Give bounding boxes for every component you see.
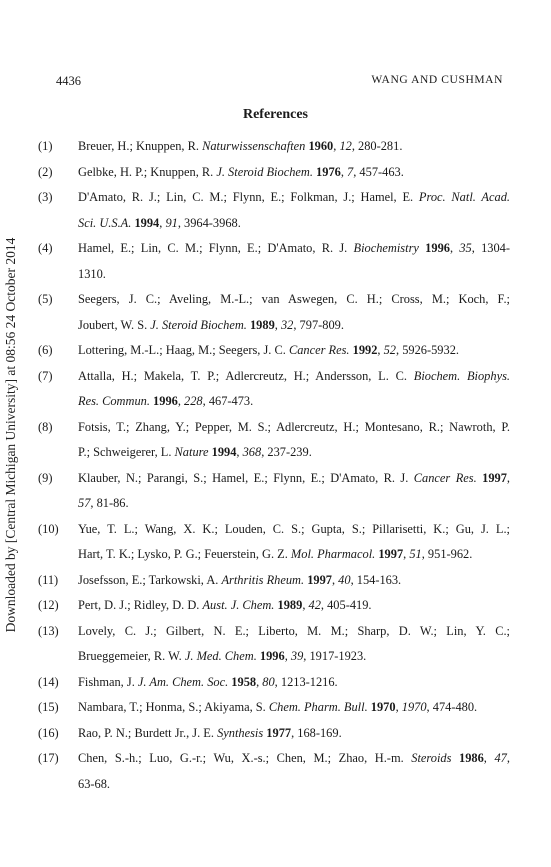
reference-line	[78, 389, 510, 415]
reference-year: 1958	[231, 674, 257, 689]
reference-number: (9)	[38, 470, 53, 485]
reference-italic-text: 32	[280, 317, 294, 332]
reference-segment: Nambara, T.; Honma, S.; Akiyama, S.	[78, 700, 269, 714]
reference-segment: Hart, T. K.; Lysko, P. G.; Feuerstein, G. Z.	[78, 547, 291, 561]
reference-number: (13)	[38, 623, 59, 638]
reference-text	[78, 415, 510, 466]
reference-italic-text: Sci. U.S.A.	[78, 215, 132, 230]
reference-year: 1960	[308, 139, 334, 153]
reference-line	[78, 185, 510, 211]
reference-segment: 63-68.	[78, 776, 111, 791]
reference-item	[38, 670, 510, 696]
reference-segment: Attalla, H.; Makela, T. P.; Adlercreutz, H.; Andersson, L. C.	[78, 368, 414, 383]
reference-segment: Seegers, J. C.; Aveling, M.-L.; van Aswegen, C. H.; Cross, M.; Koch, F.;	[78, 292, 510, 306]
reference-italic-text: 80	[262, 674, 275, 689]
reference-number: (14)	[38, 674, 59, 689]
reference-segment: , 81-86.	[90, 496, 129, 510]
reference-segment: , 5926-5932.	[396, 343, 459, 357]
reference-segment: Brueggemeier, R. W.	[78, 649, 185, 663]
reference-italic-text: Naturwissenschaften	[202, 139, 306, 153]
reference-year: 1986	[459, 751, 484, 765]
running-head: WANG AND CUSHMAN	[371, 74, 503, 86]
reference-italic-text: 368	[242, 445, 262, 459]
reference-number: (12)	[38, 598, 59, 612]
reference-italic-text: Res. Commun.	[78, 394, 150, 408]
reference-text	[78, 670, 510, 696]
reference-segment: , 1917-1923.	[303, 649, 367, 663]
reference-item	[38, 415, 510, 466]
reference-segment: , 1213-1216.	[274, 674, 338, 689]
reference-item	[38, 236, 510, 287]
reference-segment: , 3964-3968.	[177, 215, 241, 230]
reference-italic-text: 1970	[401, 700, 427, 714]
reference-italic-text: Cancer Res.	[288, 343, 350, 357]
reference-segment: ,	[395, 700, 402, 714]
reference-segment: , 154-163.	[350, 572, 402, 587]
reference-segment: ,	[340, 164, 348, 179]
reference-year: 1976	[316, 164, 341, 179]
reference-text	[78, 364, 510, 415]
reference-italic-text: 47	[494, 751, 507, 765]
reference-year: 1989	[277, 598, 303, 612]
reference-item	[38, 185, 510, 236]
reference-italic-text: 40	[338, 572, 351, 587]
reference-text	[78, 134, 510, 160]
reference-line	[78, 619, 510, 645]
reference-italic-text: J. Am. Chem. Soc.	[137, 674, 229, 689]
reference-item	[38, 466, 510, 517]
reference-italic-text: Nature	[174, 445, 209, 459]
reference-segment	[451, 751, 459, 765]
reference-number: (3)	[38, 190, 53, 204]
reference-italic-text: Biochemistry	[353, 241, 419, 255]
reference-line	[78, 364, 510, 390]
reference-text	[78, 185, 510, 236]
reference-line	[78, 568, 510, 594]
reference-segment: , 168-169.	[291, 725, 342, 740]
reference-item	[38, 517, 510, 568]
reference-item	[38, 287, 510, 338]
reference-segment: ,	[449, 241, 460, 255]
reference-text	[78, 160, 510, 186]
reference-segment: , 405-419.	[320, 598, 372, 612]
reference-italic-text: Mol. Pharmacol.	[290, 547, 376, 561]
reference-year: 1997	[307, 572, 332, 587]
reference-line	[78, 695, 510, 721]
reference-number: (17)	[38, 751, 59, 765]
reference-line	[78, 236, 510, 262]
reference-line	[78, 593, 510, 619]
reference-line	[78, 415, 510, 441]
reference-number: (1)	[38, 139, 53, 153]
reference-segment: ,	[177, 394, 185, 408]
reference-segment: , 457-463.	[353, 164, 404, 179]
reference-item	[38, 568, 510, 594]
reference-segment: Fotsis, T.; Zhang, Y.; Pepper, M. S.; Adlercreutz, H.; Montesano, R.; Nawroth, P.	[78, 419, 510, 434]
reference-segment: , 474-480.	[426, 700, 478, 714]
reference-line	[78, 338, 510, 364]
reference-item	[38, 160, 510, 186]
reference-line	[78, 746, 510, 772]
reference-text	[78, 287, 510, 338]
reference-line	[78, 721, 510, 747]
reference-year: 1996	[425, 241, 450, 255]
reference-segment: Breuer, H.; Knuppen, R.	[78, 139, 203, 153]
reference-segment: ,	[403, 547, 410, 561]
reference-italic-text: 7	[347, 164, 354, 179]
reference-text	[78, 619, 510, 670]
reference-item	[38, 746, 510, 797]
reference-italic-text: 228	[184, 394, 203, 408]
reference-italic-text: J. Steroid Biochem.	[150, 317, 247, 332]
reference-text	[78, 593, 510, 619]
reference-segment: ,	[506, 751, 510, 765]
reference-item	[38, 134, 510, 160]
reference-segment: Yue, T. L.; Wang, X. K.; Louden, C. S.; Gupta, S.; Pillarisetti, K.; Gu, J. L.;	[78, 521, 510, 536]
reference-number: (2)	[38, 164, 53, 179]
reference-segment: , 237-239.	[261, 445, 312, 459]
reference-number: (5)	[38, 292, 53, 306]
reference-number: (16)	[38, 725, 59, 740]
reference-italic-text: 91	[165, 215, 178, 230]
reference-line	[78, 542, 510, 568]
reference-italic-text: Chem. Pharm. Bull.	[268, 700, 368, 714]
reference-text	[78, 721, 510, 747]
reference-line	[78, 644, 510, 670]
reference-italic-text: Arthritis Rheum.	[221, 572, 305, 587]
reference-segment: , 797-809.	[293, 317, 344, 332]
reference-line	[78, 313, 510, 339]
reference-segment: ,	[333, 139, 340, 153]
reference-line	[78, 517, 510, 543]
reference-segment: , 467-473.	[202, 394, 254, 408]
reference-number: (7)	[38, 368, 53, 383]
reference-italic-text: Synthesis	[217, 725, 264, 740]
reference-number: (6)	[38, 343, 53, 357]
reference-segment: ,	[377, 343, 384, 357]
reference-italic-text: J. Med. Chem.	[184, 649, 257, 663]
reference-year: 1977	[266, 725, 292, 740]
reference-text	[78, 338, 510, 364]
reference-italic-text: 35	[459, 241, 472, 255]
reference-text	[78, 746, 510, 797]
reference-year: 1992	[352, 343, 378, 357]
reference-segment: ,	[506, 470, 511, 485]
reference-item	[38, 338, 510, 364]
reference-segment: P.; Schweigerer, L.	[78, 445, 175, 459]
reference-item	[38, 593, 510, 619]
reference-line	[78, 772, 510, 798]
reference-italic-text: 57	[78, 496, 91, 510]
reference-text	[78, 517, 510, 568]
references-heading: References	[242, 107, 309, 122]
reference-segment: Hamel, E.; Lin, C. M.; Flynn, E.; D'Amato, R. J.	[78, 241, 354, 255]
reference-segment: D'Amato, R. J.; Lin, C. M.; Flynn, E.; Folkman, J.; Hamel, E.	[78, 190, 419, 204]
reference-segment: Rao, P. N.; Burdett Jr., J. E.	[78, 725, 218, 740]
reference-italic-text: 52	[383, 343, 396, 357]
reference-segment: , 1304-	[471, 241, 510, 255]
reference-year: 1970	[370, 700, 396, 714]
reference-italic-text: Biochem. Biophys.	[413, 368, 510, 383]
reference-italic-text: 12	[339, 139, 352, 153]
reference-line	[78, 211, 510, 237]
reference-item	[38, 619, 510, 670]
reference-year: 1989	[249, 317, 275, 332]
reference-line	[78, 134, 510, 160]
page-number: 4436	[56, 74, 81, 88]
reference-text	[78, 568, 510, 594]
reference-number: (4)	[38, 241, 53, 255]
reference-year: 1997	[482, 470, 507, 485]
download-watermark-text: Downloaded by [Central Michigan University] at 08:56 24 October 2014	[3, 237, 18, 633]
reference-segment: Josefsson, E.; Tarkowski, A.	[78, 572, 222, 587]
reference-line	[78, 160, 510, 186]
reference-item	[38, 695, 510, 721]
reference-line	[78, 670, 510, 696]
reference-segment: ,	[256, 674, 263, 689]
reference-segment: Fishman, J.	[78, 674, 138, 689]
reference-item	[38, 721, 510, 747]
download-watermark	[0, 237, 22, 633]
reference-segment: , 280-281.	[351, 139, 403, 153]
reference-segment: ,	[274, 317, 281, 332]
reference-italic-text: J. Steroid Biochem.	[216, 164, 313, 179]
reference-year: 1996	[259, 649, 285, 663]
reference-list	[38, 134, 510, 797]
reference-text	[78, 236, 510, 287]
reference-segment: 1310.	[78, 266, 106, 281]
reference-italic-text: Cancer Res.	[413, 470, 477, 485]
reference-italic-text: 42	[308, 598, 321, 612]
reference-segment: Chen, S.-h.; Luo, G.-r.; Wu, X.-s.; Chen, M.; Zhao, H.-m.	[78, 751, 412, 765]
reference-segment: Gelbke, H. P.; Knuppen, R.	[78, 164, 217, 179]
reference-segment: ,	[331, 572, 339, 587]
reference-italic-text: 51	[409, 547, 422, 561]
reference-italic-text: 39	[290, 649, 304, 663]
reference-line	[78, 466, 510, 492]
reference-line	[78, 491, 510, 517]
reference-year: 1994	[211, 445, 237, 459]
reference-item	[38, 364, 510, 415]
reference-italic-text: Proc. Natl. Acad.	[418, 190, 510, 204]
reference-segment: Lottering, M.-L.; Haag, M.; Seegers, J. C.	[78, 343, 289, 357]
reference-segment: ,	[284, 649, 291, 663]
reference-segment: ,	[302, 598, 309, 612]
reference-line	[78, 262, 510, 288]
reference-line	[78, 440, 510, 466]
reference-text	[78, 695, 510, 721]
reference-segment: ,	[236, 445, 243, 459]
reference-segment: ,	[159, 215, 166, 230]
reference-number: (11)	[38, 572, 59, 587]
reference-segment: , 951-962.	[421, 547, 473, 561]
reference-number: (15)	[38, 700, 59, 714]
reference-number: (8)	[38, 419, 53, 434]
reference-year: 1994	[134, 215, 160, 230]
reference-segment: ,	[483, 751, 495, 765]
reference-number: (10)	[38, 521, 59, 536]
reference-year: 1996	[153, 394, 178, 408]
reference-segment: Klauber, N.; Parangi, S.; Hamel, E.; Flynn, E.; D'Amato, R. J.	[78, 470, 414, 485]
reference-segment: Pert, D. J.; Ridley, D. D.	[78, 598, 203, 612]
reference-segment: Joubert, W. S.	[78, 317, 151, 332]
reference-italic-text: Steroids	[411, 751, 452, 765]
reference-text	[78, 466, 510, 517]
reference-year: 1997	[378, 547, 404, 561]
reference-line	[78, 287, 510, 313]
reference-segment: Lovely, C. J.; Gilbert, N. E.; Liberto, M. M.; Sharp, D. W.; Lin, Y. C.;	[78, 623, 510, 638]
reference-italic-text: Aust. J. Chem.	[202, 598, 275, 612]
